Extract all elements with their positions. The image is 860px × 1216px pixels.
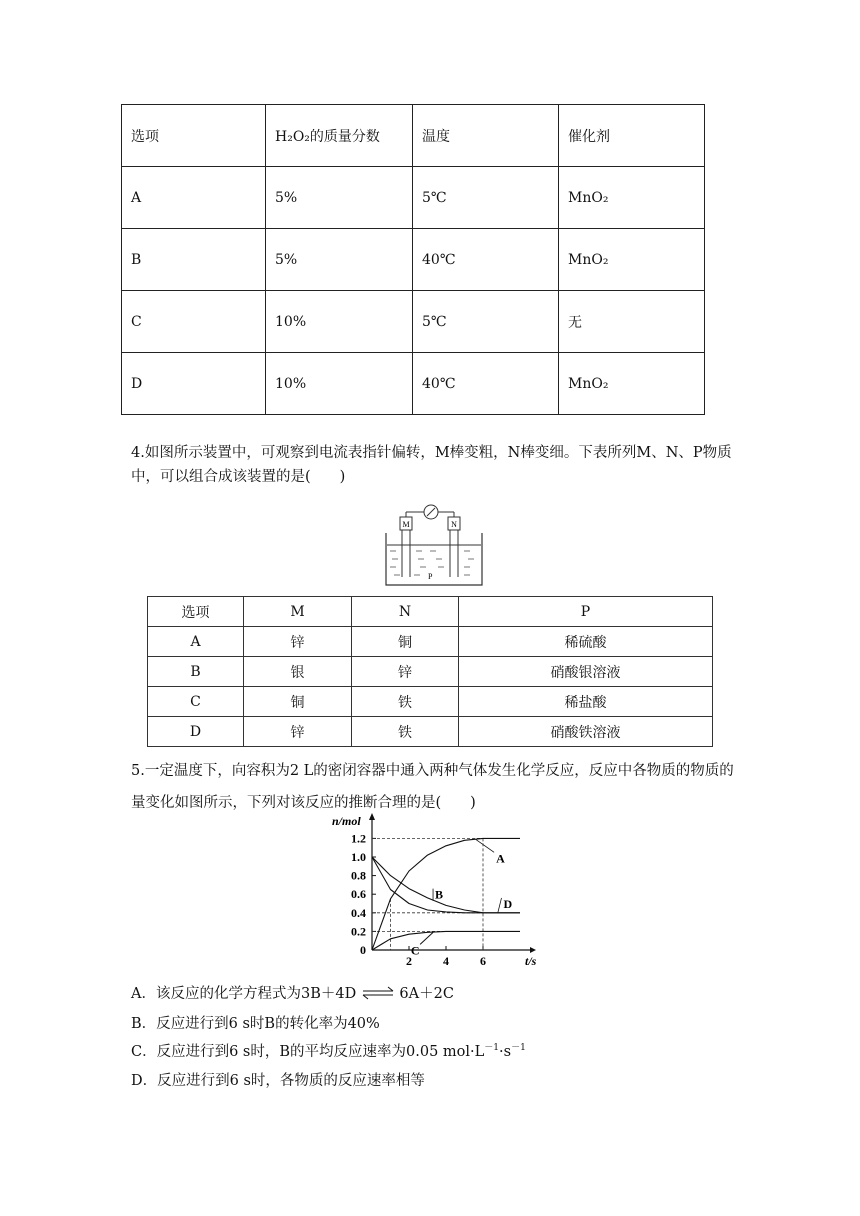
catalyst-table xyxy=(121,104,705,415)
electrode-options-table xyxy=(147,596,713,747)
table-cell: 10% xyxy=(266,353,413,415)
amount-time-graph xyxy=(328,812,537,972)
y-tick-label: 1.2 xyxy=(351,831,366,846)
y-axis-label: n/mol xyxy=(332,814,361,828)
table-cell: 5% xyxy=(266,229,413,291)
label-n: N xyxy=(451,520,457,529)
table-cell: D xyxy=(148,717,244,747)
series-label: A xyxy=(496,851,505,866)
table-cell: 硝酸铁溶液 xyxy=(459,717,713,747)
series-b-line xyxy=(372,857,520,913)
question-5-text: 5.一定温度下，向容积为2 L的密闭容器中通入两种气体发生化学反应，反应中各物质的物质的量变化如图所示，下列对该反应的推断合理的是( ) xyxy=(131,763,734,811)
table-cell: 5% xyxy=(266,167,413,229)
y-tick-label: 0 xyxy=(360,943,366,957)
x-tick-label: 4 xyxy=(443,954,449,968)
y-tick-label: 1.0 xyxy=(351,850,366,864)
table-row xyxy=(122,353,705,415)
table-cell: C xyxy=(122,291,266,353)
table-row xyxy=(148,657,713,687)
table-cell: 锌 xyxy=(244,627,352,657)
table-cell: 硝酸银溶液 xyxy=(459,657,713,687)
option-c-sup-2: －1 xyxy=(511,1043,526,1054)
label-p: P xyxy=(428,572,433,581)
table-cell: D xyxy=(122,353,266,415)
table-cell: 5℃ xyxy=(413,167,559,229)
x-tick-label: 6 xyxy=(480,954,486,968)
table-cell: 锌 xyxy=(352,657,459,687)
option-c xyxy=(131,1040,526,1061)
axes xyxy=(369,813,536,953)
option-a-pre: A．该反应的化学方程式为3B＋4D xyxy=(131,986,357,1002)
series-label: B xyxy=(435,887,444,902)
option-b: B．反应进行到6 s时B的转化率为40% xyxy=(131,1016,380,1032)
table-cell: 40℃ xyxy=(413,353,559,415)
graph-labels xyxy=(332,814,537,968)
option-a xyxy=(131,982,454,1003)
table-header-row xyxy=(122,105,705,167)
label-leader xyxy=(476,839,495,852)
table-cell: 5℃ xyxy=(413,291,559,353)
option-a-post: 6A＋2C xyxy=(399,986,454,1002)
table-cell: 10% xyxy=(266,291,413,353)
option-c-sup-1: －1 xyxy=(484,1043,500,1054)
table-row xyxy=(122,229,705,291)
equilibrium-arrow-icon xyxy=(361,986,395,1000)
table-row xyxy=(148,687,713,717)
x-axis-arrow-icon xyxy=(530,947,536,953)
table-header-row xyxy=(148,597,713,627)
option-c-pre: C．反应进行到6 s时，B的平均反应速率为0.05 mol·L xyxy=(131,1044,485,1060)
header-cell: N xyxy=(352,597,459,627)
header-cell: 温度 xyxy=(413,105,559,167)
table-cell: 铁 xyxy=(352,717,459,747)
table-row xyxy=(148,627,713,657)
y-axis-arrow-icon xyxy=(369,813,375,820)
table-cell: A xyxy=(122,167,266,229)
table-cell: 无 xyxy=(559,291,705,353)
beaker xyxy=(386,533,482,585)
table-cell: 银 xyxy=(244,657,352,687)
table-cell: 铜 xyxy=(244,687,352,717)
y-tick-label: 0.6 xyxy=(351,887,366,902)
table-cell: 40℃ xyxy=(413,229,559,291)
table-cell: MnO₂ xyxy=(559,167,705,229)
option-d: D．反应进行到6 s时，各物质的反应速率相等 xyxy=(131,1073,425,1089)
header-cell: 选项 xyxy=(148,597,244,627)
table-cell: B xyxy=(122,229,266,291)
header-cell: H₂O₂的质量分数 xyxy=(266,105,413,167)
series-label: D xyxy=(503,896,513,911)
table-cell: 锌 xyxy=(244,717,352,747)
table-cell: A xyxy=(148,627,244,657)
table-cell: 稀盐酸 xyxy=(459,687,713,717)
table-cell: 铜 xyxy=(352,627,459,657)
x-tick-label: 2 xyxy=(406,954,412,968)
table-cell: MnO₂ xyxy=(559,353,705,415)
option-c-mid: ·s xyxy=(499,1044,512,1060)
header-cell: P xyxy=(459,597,713,627)
x-axis-label: t/s xyxy=(525,954,537,968)
table-cell: MnO₂ xyxy=(559,229,705,291)
table-row xyxy=(122,167,705,229)
label-leader xyxy=(420,932,433,944)
y-tick-label: 0.2 xyxy=(351,924,366,939)
table-cell: B xyxy=(148,657,244,687)
table-row xyxy=(148,717,713,747)
series-label: C xyxy=(410,943,420,958)
question-4-text: 4.如图所示装置中，可观察到电流表指针偏转，M棒变粗，N棒变细。下表所列M、N、P物质中，可以组合成该装置的是( ) xyxy=(131,445,732,485)
table-cell: 稀硫酸 xyxy=(459,627,713,657)
y-tick-label: 0.4 xyxy=(351,905,366,920)
table-cell: C xyxy=(148,687,244,717)
label-leader xyxy=(498,898,502,913)
y-tick-label: 0.8 xyxy=(351,868,366,883)
galvanic-cell-figure xyxy=(380,509,488,589)
series-d-line xyxy=(372,857,520,913)
table-cell: 铁 xyxy=(352,687,459,717)
label-m: M xyxy=(402,520,410,529)
header-cell: M xyxy=(244,597,352,627)
header-cell: 催化剂 xyxy=(559,105,705,167)
header-cell: 选项 xyxy=(122,105,266,167)
table-row xyxy=(122,291,705,353)
